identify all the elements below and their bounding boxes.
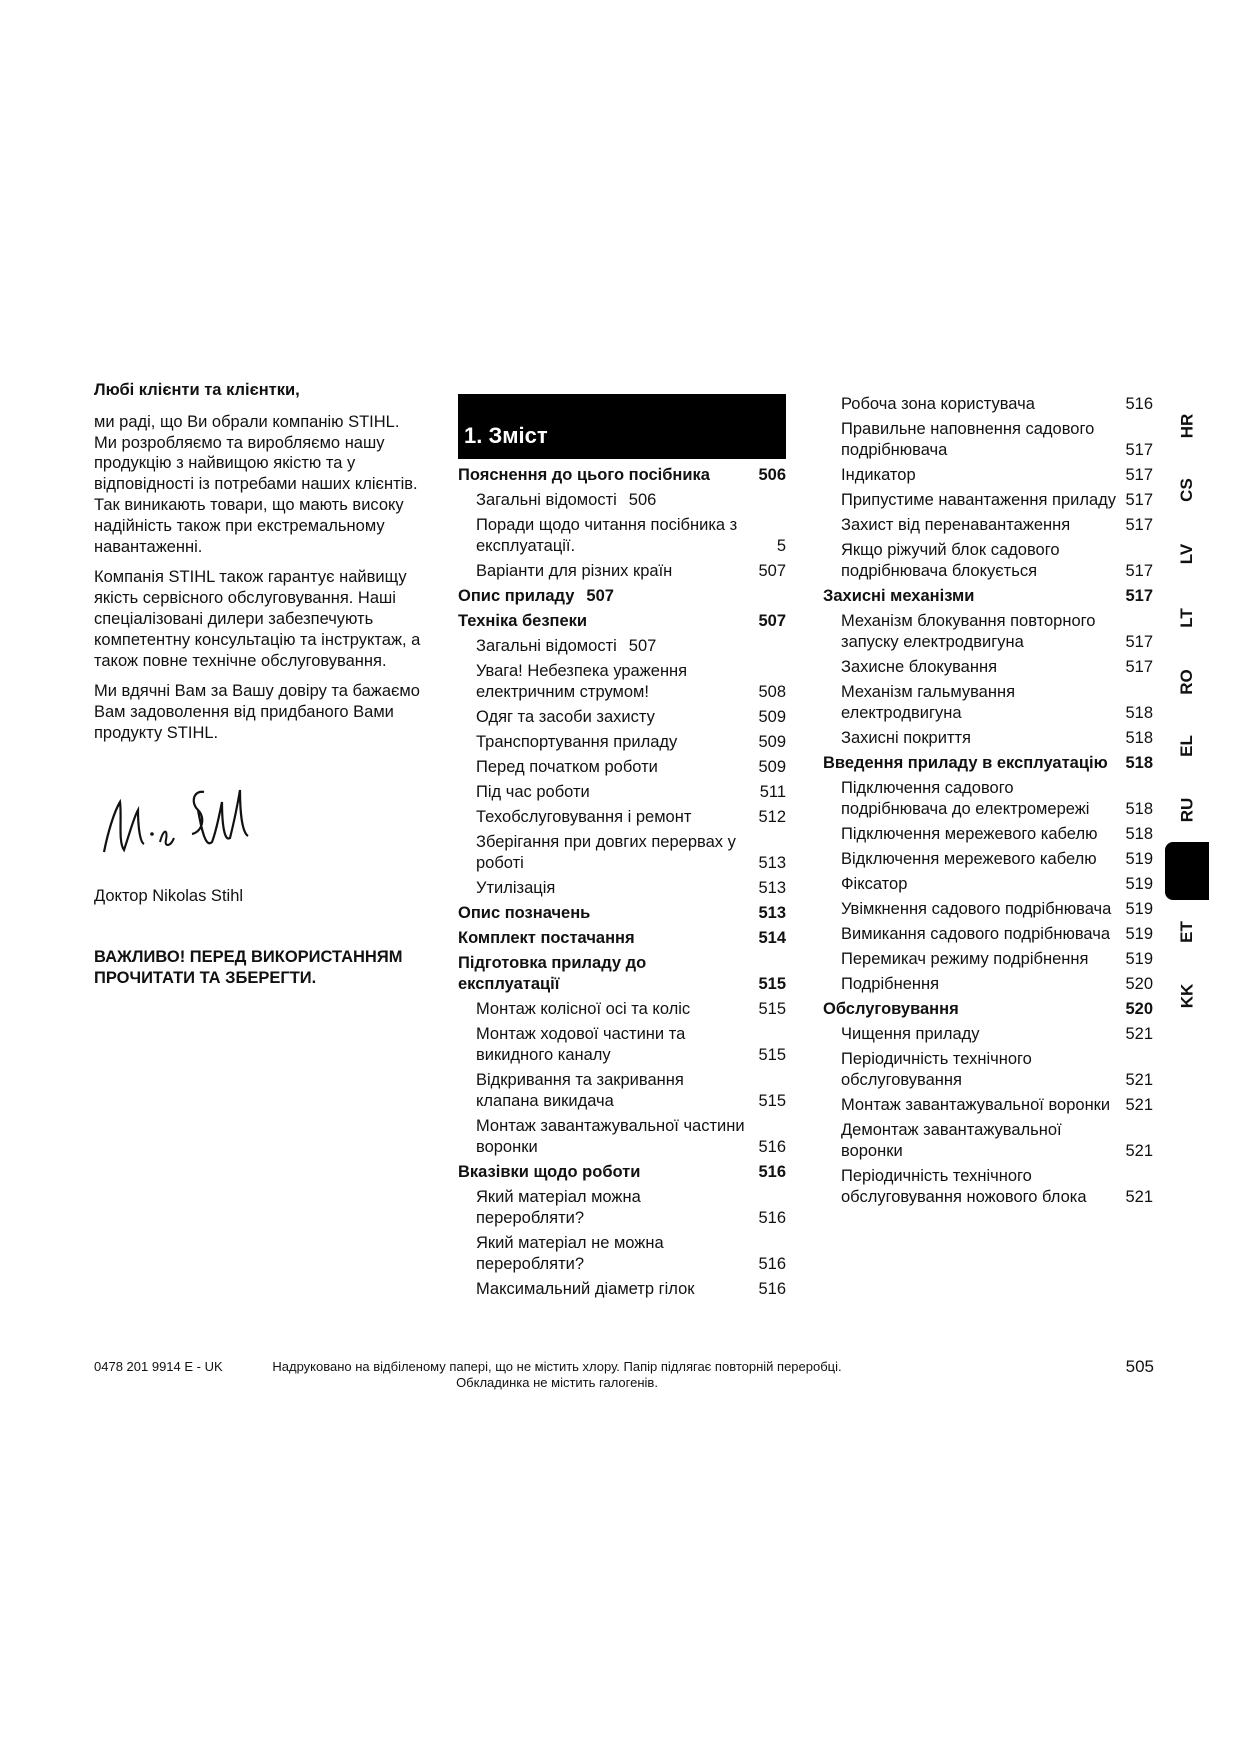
toc-entry-title: Під час роботи [476, 783, 590, 801]
toc-entry-title: Демонтаж завантажувальної воронки [841, 1121, 1062, 1160]
toc-entry-page: 511 [759, 783, 786, 801]
toc-entry-page: 518 [1125, 800, 1153, 818]
toc-heading: 1. Зміст [458, 394, 786, 459]
toc-entry-title: Відкривання та закривання клапана викидача [476, 1071, 684, 1110]
toc-entry[interactable] [823, 394, 1153, 415]
toc-entry-title: Утилізація [476, 879, 556, 897]
toc-entry-title: Поради щодо читання посібника з експлуатації. [476, 516, 738, 555]
toc-entry[interactable] [823, 465, 1153, 486]
toc-section[interactable] [458, 611, 786, 632]
toc-entry-title: Загальні відомості [476, 637, 617, 655]
toc-entry-title: Індикатор [841, 466, 916, 484]
toc-entry-title: Підготовка приладу до експлуатації [458, 954, 647, 993]
toc-entry-page: 513 [758, 879, 786, 897]
toc-entry-page: 517 [1125, 587, 1153, 605]
toc-section[interactable] [823, 999, 1153, 1020]
language-tab-kk[interactable] [1165, 964, 1209, 1028]
toc-entry-page: 521 [1125, 1142, 1153, 1160]
toc-entry-title: Загальні відомості [476, 491, 617, 509]
toc-entry-page: 515 [758, 1092, 786, 1110]
toc-section[interactable] [458, 953, 786, 995]
toc-entry-title: Монтаж ходової частини та викидного каналу [476, 1025, 686, 1064]
toc-entry-page: 512 [758, 808, 786, 826]
toc-entry[interactable] [458, 757, 786, 778]
toc-section[interactable] [458, 1162, 786, 1183]
toc-entry-title: Пояснення до цього посібника [458, 466, 710, 484]
toc-entry-page: 518 [1125, 729, 1153, 747]
toc-entry-title: Який матеріал можна переробляти? [476, 1188, 641, 1227]
language-tab-ro[interactable] [1165, 650, 1209, 714]
toc-entry-page: 518 [1125, 754, 1153, 772]
toc-section[interactable] [458, 586, 786, 607]
toc-entry-title: Подрібнення [841, 975, 940, 993]
toc-entry-title: Опис приладу [458, 587, 575, 605]
toc-entry-page: 515 [758, 975, 786, 993]
toc-entry-page: 517 [1125, 658, 1153, 676]
toc-entry-title: Захисне блокування [841, 658, 998, 676]
toc-entry-title: Чищення приладу [841, 1025, 980, 1043]
toc-entry-page: 519 [1125, 925, 1153, 943]
toc-entry[interactable] [458, 561, 786, 582]
toc-entry-title: Техобслуговування і ремонт [476, 808, 692, 826]
toc-entry[interactable] [823, 924, 1153, 945]
toc-entry-page: 518 [1125, 825, 1153, 843]
toc-entry[interactable] [823, 419, 1153, 461]
toc-entry-title: Монтаж завантажувальної воронки [841, 1096, 1111, 1114]
toc-entry[interactable] [458, 878, 786, 899]
toc-entry[interactable] [458, 1116, 786, 1158]
toc-entry[interactable] [823, 824, 1153, 845]
toc-entry-page: 514 [758, 929, 786, 947]
toc-entry[interactable] [823, 682, 1153, 724]
toc-column-2 [823, 394, 1153, 1212]
toc-entry-title: Якщо ріжучий блок садового подрібнювача блокується [841, 541, 1060, 580]
toc-entry-page: 519 [1125, 875, 1153, 893]
toc-entry-title: Підключення мережевого кабелю [841, 825, 1098, 843]
toc-entry-title: Максимальний діаметр гілок [476, 1280, 695, 1298]
toc-entry-page: 507 [586, 587, 614, 605]
toc-entry[interactable] [823, 515, 1153, 536]
toc-entry-page: 506 [628, 491, 657, 509]
toc-entry[interactable] [823, 778, 1153, 820]
language-tab-lv[interactable] [1165, 522, 1209, 586]
toc-entry-page: 521 [1125, 1071, 1153, 1089]
toc-entry-title: Техніка безпеки [458, 612, 588, 630]
toc-entry-title: Припустиме навантаження приладу [841, 491, 1117, 509]
toc-entry-title: Перед початком роботи [476, 758, 658, 776]
toc-entry-page: 517 [1125, 466, 1153, 484]
important-notice: ВАЖЛИВО! ПЕРЕД ВИКОРИСТАННЯМ ПРОЧИТАТИ ТА ЗБЕРЕГТИ. [94, 947, 403, 987]
language-tab-cs[interactable] [1165, 458, 1209, 522]
toc-entry-page: 508 [758, 683, 786, 701]
toc-entry-page: 519 [1125, 950, 1153, 968]
document-code: 0478 201 9914 E - UK [94, 1359, 223, 1374]
toc-entry[interactable] [823, 874, 1153, 895]
toc-entry-title: Комплект постачання [458, 929, 635, 947]
toc-section[interactable] [823, 753, 1153, 774]
language-tab-hr[interactable] [1165, 394, 1209, 458]
toc-entry-page: 520 [1125, 1000, 1153, 1018]
toc-entry-page: 513 [758, 854, 786, 872]
toc-section[interactable] [458, 928, 786, 949]
toc-entry[interactable] [823, 899, 1153, 920]
toc-entry[interactable] [458, 807, 786, 828]
toc-entry-page: 509 [758, 733, 786, 751]
toc-entry[interactable] [458, 636, 786, 657]
toc-entry-page: 5 [776, 537, 786, 555]
toc-entry[interactable] [823, 849, 1153, 870]
toc-entry-title: Вимикання садового подрібнювача [841, 925, 1111, 943]
signature-image [94, 772, 264, 882]
toc-entry-page: 516 [1125, 395, 1153, 413]
page-number: 505 [1125, 1357, 1154, 1376]
toc-entry[interactable] [458, 832, 786, 874]
welcome-letter [94, 380, 424, 999]
toc-entry-title: Зберігання при довгих перервах у роботі [476, 833, 736, 872]
toc-entry-page: 509 [758, 758, 786, 776]
language-tabs [1165, 394, 1209, 1028]
toc-entry[interactable] [458, 661, 786, 703]
language-tab-uk[interactable] [1165, 842, 1209, 900]
signer-name: Доктор Nikolas Stihl [94, 886, 244, 905]
toc-entry-page: 517 [1125, 562, 1153, 580]
toc-entry-title: Варіанти для різних країн [476, 562, 673, 580]
toc-entry-title: Одяг та засоби захисту [476, 708, 655, 726]
toc-entry-page: 521 [1125, 1096, 1153, 1114]
toc-entry-title: Періодичність технічного обслуговування [841, 1050, 1032, 1089]
toc-entry[interactable] [458, 1024, 786, 1066]
toc-entry[interactable] [458, 999, 786, 1020]
toc-entry-title: Опис позначень [458, 904, 591, 922]
toc-column-1 [458, 394, 786, 1304]
toc-entry-title: Фіксатор [841, 875, 908, 893]
toc-entry-page: 507 [758, 612, 786, 630]
toc-entry[interactable] [823, 728, 1153, 749]
toc-entry-title: Увімкнення садового подрібнювача [841, 900, 1112, 918]
toc-entry-title: Монтаж колісної осі та коліс [476, 1000, 691, 1018]
letter-paragraph-1: ми раді, що Ви обрали компанію STIHL. Ми розробляємо та виробляємо нашу продукцію з найвищою якістю та у відповідності із потребами наших клієнтів. Так виникають товари, що мають високу надійність також при екстремальному навантаженні. [94, 412, 418, 556]
language-tab-label: RU [1177, 797, 1196, 823]
toc-entry[interactable] [823, 611, 1153, 653]
toc-entry-page: 516 [758, 1280, 786, 1298]
toc-entry-page: 516 [758, 1138, 786, 1156]
toc-entry-title: Робоча зона користувача [841, 395, 1035, 413]
toc-entry-page: 521 [1125, 1188, 1153, 1206]
toc-entry-title: Періодичність технічного обслуговування ножового блока [841, 1167, 1087, 1206]
toc-entry[interactable] [823, 1095, 1153, 1116]
language-tab-et[interactable] [1165, 900, 1209, 964]
toc-entry-page: 509 [758, 708, 786, 726]
toc-entry-page: 518 [1125, 704, 1153, 722]
toc-entry[interactable] [823, 1120, 1153, 1162]
toc-entry-title: Вказівки щодо роботи [458, 1163, 641, 1181]
toc-entry-page: 506 [758, 466, 786, 484]
language-tab-lt[interactable] [1165, 586, 1209, 650]
letter-paragraph-2: Компанія STIHL також гарантує найвищу якість сервісного обслуговування. Наші спеціалізовані дилери забезпечують компетентну консультацію та інструктаж, а також повне технічне обслуговування. [94, 568, 421, 670]
language-tab-label: LV [1177, 543, 1196, 565]
toc-entry[interactable] [823, 1049, 1153, 1091]
toc-entry[interactable] [823, 1024, 1153, 1045]
language-tab-label: ET [1176, 921, 1196, 943]
toc-section[interactable] [823, 586, 1153, 607]
toc-entry[interactable] [823, 1166, 1153, 1208]
toc-entry-page: 517 [1125, 491, 1153, 509]
toc-entry-page: 515 [758, 1046, 786, 1064]
toc-section[interactable] [458, 465, 786, 486]
language-tab-label: RO [1177, 669, 1196, 695]
letter-paragraph-3: Ми вдячні Вам за Вашу довіру та бажаємо Вам задоволення від придбаного Вами продукту STIHL. [94, 682, 420, 742]
toc-entry-page: 519 [1125, 850, 1153, 868]
toc-entry-title: Транспортування приладу [476, 733, 678, 751]
toc-entry-title: Обслуговування [823, 1000, 959, 1018]
toc-entry[interactable] [458, 1187, 786, 1229]
toc-entry-page: 517 [1125, 633, 1153, 651]
toc-entry-title: Який матеріал не можна переробляти? [476, 1234, 664, 1273]
toc-entry-page: 516 [758, 1255, 786, 1273]
toc-entry-page: 519 [1125, 900, 1153, 918]
language-tab-el[interactable] [1165, 714, 1209, 778]
toc-entry[interactable] [458, 732, 786, 753]
toc-entry[interactable] [458, 490, 786, 511]
toc-entry-page: 507 [628, 637, 657, 655]
toc-entry[interactable] [458, 707, 786, 728]
toc-entry-page: 513 [758, 904, 786, 922]
toc-entry-page: 517 [1125, 441, 1153, 459]
toc-entry[interactable] [458, 1233, 786, 1275]
toc-entry-title: Увага! Небезпека ураження електричним струмом! [476, 662, 688, 701]
toc-entry-page: 520 [1125, 975, 1153, 993]
toc-entry-title: Відключення мережевого кабелю [841, 850, 1097, 868]
language-tab-label: HR [1177, 413, 1196, 439]
toc-entry[interactable] [458, 782, 786, 803]
toc-entry[interactable] [823, 490, 1153, 511]
toc-section[interactable] [458, 903, 786, 924]
toc-entry-title: Підключення садового подрібнювача до електромережі [841, 779, 1090, 818]
toc-entry-page: 517 [1125, 516, 1153, 534]
toc-entry-title: Захист від перенавантаження [841, 516, 1071, 534]
toc-entry-page: 515 [758, 1000, 786, 1018]
toc-entry-page: 521 [1125, 1025, 1153, 1043]
letter-greeting: Любі клієнти та клієнтки, [94, 381, 300, 399]
toc-entry-page: 516 [758, 1209, 786, 1227]
toc-entry-title: Монтаж завантажувальної частини воронки [476, 1117, 745, 1156]
paper-note: Надруковано на відбіленому папері, що не містить хлору. Папір підлягає повторній переробці. Обкладинка не містить галогенів. [272, 1359, 842, 1390]
language-tab-label: EL [1176, 735, 1196, 757]
language-tab-label: KK [1177, 983, 1196, 1009]
toc-entry[interactable] [823, 949, 1153, 970]
language-tab-ru[interactable] [1165, 778, 1209, 842]
toc-entry-title: Захисні покриття [841, 729, 971, 747]
toc-entry[interactable] [458, 1070, 786, 1112]
toc-entry-title: Механізм блокування повторного запуску електродвигуна [841, 612, 1096, 651]
toc-entry-page: 507 [758, 562, 786, 580]
toc-entry[interactable] [823, 657, 1153, 678]
toc-entry-page: 516 [758, 1163, 786, 1181]
toc-entry[interactable] [458, 515, 786, 557]
toc-entry-title: Захисні механізми [823, 587, 975, 605]
toc-entry[interactable] [823, 540, 1153, 582]
toc-entry-title: Введення приладу в експлуатацію [823, 754, 1108, 772]
toc-entry-title: Механізм гальмування електродвигуна [841, 683, 1016, 722]
toc-entry-title: Перемикач режиму подрібнення [841, 950, 1089, 968]
language-tab-label: LT [1176, 608, 1196, 628]
toc-entry-title: Правильне наповнення садового подрібнювача [841, 420, 1095, 459]
toc-entry[interactable] [458, 1279, 786, 1300]
language-tab-label: CS [1177, 478, 1196, 502]
toc-entry[interactable] [823, 974, 1153, 995]
